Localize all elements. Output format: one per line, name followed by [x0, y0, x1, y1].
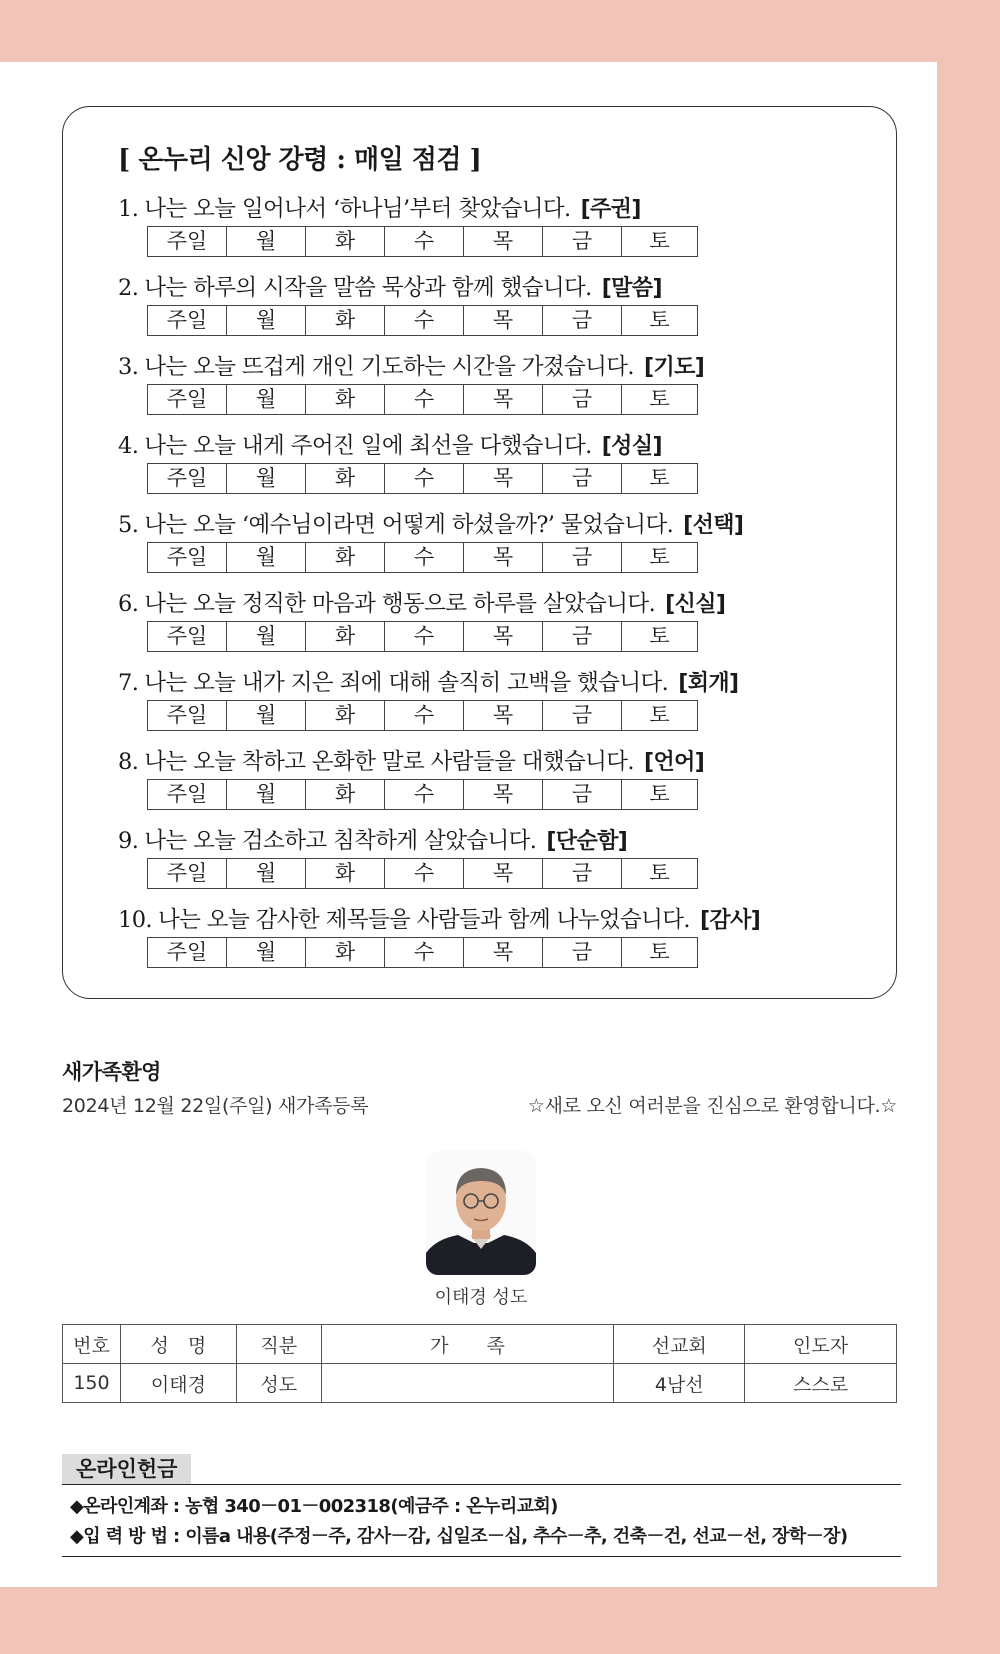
weekday-cell[interactable]: 토 — [649, 466, 670, 490]
weekday-checkbox-row — [147, 463, 698, 494]
weekday-cell[interactable]: 수 — [385, 464, 464, 493]
item-category-tag: [말씀] — [601, 276, 662, 301]
weekday-cell[interactable]: 금 — [543, 622, 622, 651]
weekday-cell[interactable]: 토 — [649, 308, 670, 332]
weekday-cell[interactable]: 주일 — [148, 385, 227, 414]
checklist-item — [118, 272, 760, 351]
table-header-cell: 번호 — [63, 1325, 121, 1364]
weekday-cell[interactable]: 목 — [464, 464, 543, 493]
table-header-cell: 직분 — [236, 1325, 321, 1364]
weekday-cell[interactable]: 목 — [464, 227, 543, 256]
weekday-cell[interactable]: 화 — [306, 385, 385, 414]
weekday-cell[interactable]: 주일 — [148, 780, 227, 809]
weekday-checkbox-row — [147, 305, 698, 336]
weekday-cell[interactable]: 금 — [543, 385, 622, 414]
item-number: 5. — [118, 512, 139, 538]
weekday-cell[interactable]: 목 — [464, 859, 543, 888]
weekday-cell[interactable]: 월 — [227, 780, 306, 809]
weekday-cell[interactable]: 월 — [227, 938, 306, 967]
weekday-checkbox-row — [147, 937, 698, 968]
weekday-cell[interactable]: 월 — [227, 622, 306, 651]
weekday-checkbox-row — [147, 858, 698, 889]
weekday-cell[interactable]: 토 — [649, 703, 670, 727]
weekday-cell[interactable]: 목 — [464, 543, 543, 572]
item-number: 8. — [118, 749, 139, 775]
table-cell: 스스로 — [745, 1364, 897, 1403]
weekday-checkbox-row — [147, 542, 698, 573]
item-category-tag: [성실] — [601, 434, 662, 459]
checklist-item — [118, 825, 760, 904]
weekday-cell[interactable]: 월 — [227, 464, 306, 493]
weekday-cell[interactable]: 화 — [306, 227, 385, 256]
item-number: 10. — [118, 907, 152, 933]
weekday-cell[interactable]: 목 — [464, 780, 543, 809]
weekday-checkbox-row — [147, 226, 698, 257]
weekday-cell[interactable]: 목 — [464, 306, 543, 335]
item-number: 4. — [118, 433, 139, 459]
weekday-cell[interactable]: 목 — [464, 385, 543, 414]
checklist-items — [118, 193, 760, 983]
weekday-cell[interactable]: 수 — [385, 780, 464, 809]
item-statement: 나는 오늘 착하고 온화한 말로 사람들을 대했습니다. — [144, 749, 634, 775]
item-number: 1. — [118, 196, 139, 222]
item-number: 2. — [118, 275, 139, 301]
item-statement: 나는 오늘 내게 주어진 일에 최선을 다했습니다. — [144, 433, 592, 459]
item-category-tag: [감사] — [699, 908, 761, 933]
offering-method-line: ◆입 력 방 법 : 이름a 내용(주정－주, 감사－감, 십일조－십, 추수－추, 건축－건, 선교－선, 장학－장) — [70, 1526, 848, 1547]
photo-caption: 이태경 성도 — [434, 1287, 528, 1308]
weekday-cell[interactable]: 수 — [385, 306, 464, 335]
table-header-cell: 성 명 — [120, 1325, 236, 1364]
item-statement: 나는 오늘 정직한 마음과 행동으로 하루를 살았습니다. — [144, 591, 656, 617]
weekday-cell[interactable]: 금 — [543, 227, 622, 256]
weekday-cell[interactable]: 주일 — [148, 543, 227, 572]
item-statement: 나는 오늘 내가 지은 죄에 대해 솔직히 고백을 했습니다. — [144, 670, 669, 696]
checklist-item-text — [118, 509, 760, 541]
weekday-cell[interactable]: 금 — [543, 306, 622, 335]
checklist-item-text — [118, 904, 760, 936]
table-cell: 4남선 — [614, 1364, 745, 1403]
weekday-cell[interactable]: 화 — [306, 780, 385, 809]
checklist-item — [118, 904, 760, 983]
checklist-item — [118, 588, 760, 667]
weekday-cell[interactable]: 목 — [464, 938, 543, 967]
table-cell — [321, 1364, 614, 1403]
weekday-cell[interactable]: 토 — [649, 387, 670, 411]
weekday-cell[interactable]: 수 — [385, 227, 464, 256]
item-number: 3. — [118, 354, 139, 380]
item-statement: 나는 오늘 감사한 제목들을 사람들과 함께 나누었습니다. — [157, 907, 690, 933]
weekday-cell[interactable]: 수 — [385, 622, 464, 651]
weekday-cell[interactable]: 주일 — [148, 859, 227, 888]
item-category-tag: [언어] — [643, 750, 705, 775]
bulletin-page — [0, 62, 937, 1587]
weekday-cell[interactable]: 금 — [543, 701, 622, 730]
checklist-item-text — [118, 351, 760, 383]
divider — [62, 1484, 901, 1485]
person-photo-icon — [426, 1151, 536, 1275]
weekday-cell[interactable]: 월 — [227, 701, 306, 730]
weekday-checkbox-row — [147, 384, 698, 415]
online-offering-label: 온라인헌금 — [62, 1454, 191, 1484]
item-category-tag: [신실] — [665, 592, 726, 617]
weekday-cell[interactable]: 수 — [385, 859, 464, 888]
weekday-cell[interactable]: 주일 — [148, 464, 227, 493]
weekday-cell[interactable]: 토 — [649, 940, 670, 964]
item-statement: 나는 오늘 일어나서 ‘하나님’부터 찾았습니다. — [144, 196, 571, 222]
checklist-item — [118, 746, 760, 825]
weekday-cell[interactable]: 토 — [649, 861, 670, 885]
checklist-item-text — [118, 588, 760, 620]
weekday-cell[interactable]: 월 — [227, 859, 306, 888]
checklist-item-text — [118, 825, 760, 857]
weekday-cell[interactable]: 수 — [385, 701, 464, 730]
item-category-tag: [회개] — [678, 671, 739, 696]
weekday-cell[interactable]: 금 — [543, 780, 622, 809]
registration-date: 2024년 12월 22일(주일) 새가족등록 — [62, 1095, 369, 1117]
weekday-cell[interactable]: 금 — [543, 543, 622, 572]
item-statement: 나는 오늘 ‘예수님이라면 어떻게 하셨을까?’ 물었습니다. — [144, 512, 674, 538]
item-category-tag: [주권] — [580, 197, 641, 222]
member-photo — [426, 1151, 536, 1275]
item-number: 6. — [118, 591, 139, 617]
offering-account-line: ◆온라인계좌 : 농협 340－01－002318(예금주 : 온누리교회) — [70, 1496, 558, 1517]
item-number: 7. — [118, 670, 139, 696]
weekday-cell[interactable]: 화 — [306, 464, 385, 493]
item-category-tag: [단순함] — [546, 829, 628, 854]
table-row — [63, 1364, 897, 1403]
weekday-checkbox-row — [147, 700, 698, 731]
item-category-tag: [기도] — [643, 355, 705, 380]
item-statement: 나는 하루의 시작을 말씀 묵상과 함께 했습니다. — [144, 275, 592, 301]
item-category-tag: [선택] — [683, 513, 744, 538]
checklist-item-text — [118, 430, 760, 462]
weekday-cell[interactable]: 토 — [649, 229, 670, 253]
item-statement: 나는 오늘 뜨겁게 개인 기도하는 시간을 가졌습니다. — [144, 354, 634, 380]
weekday-cell[interactable]: 화 — [306, 701, 385, 730]
weekday-cell[interactable]: 월 — [227, 385, 306, 414]
weekday-cell[interactable]: 수 — [385, 938, 464, 967]
weekday-cell[interactable]: 주일 — [148, 622, 227, 651]
weekday-cell[interactable]: 화 — [306, 622, 385, 651]
divider — [62, 1556, 901, 1557]
item-statement: 나는 오늘 검소하고 침착하게 살았습니다. — [144, 828, 537, 854]
daily-checklist-box — [62, 106, 897, 999]
checklist-item-text — [118, 272, 760, 304]
weekday-cell[interactable]: 토 — [649, 545, 670, 569]
table-cell: 성도 — [236, 1364, 321, 1403]
weekday-cell[interactable]: 주일 — [148, 227, 227, 256]
weekday-cell[interactable]: 월 — [227, 227, 306, 256]
weekday-cell[interactable]: 주일 — [148, 938, 227, 967]
weekday-cell[interactable]: 월 — [227, 306, 306, 335]
weekday-cell[interactable]: 화 — [306, 306, 385, 335]
checklist-item-text — [118, 746, 760, 778]
checklist-item-text — [118, 667, 760, 699]
weekday-cell[interactable]: 화 — [306, 543, 385, 572]
table-header-row — [63, 1325, 897, 1364]
welcome-heading: 새가족환영 — [62, 1060, 161, 1084]
checklist-item — [118, 430, 760, 509]
weekday-cell[interactable]: 주일 — [148, 306, 227, 335]
item-number: 9. — [118, 828, 139, 854]
weekday-cell[interactable]: 수 — [385, 385, 464, 414]
weekday-cell[interactable]: 수 — [385, 543, 464, 572]
checklist-item — [118, 351, 760, 430]
weekday-cell[interactable]: 토 — [649, 624, 670, 648]
weekday-cell[interactable]: 토 — [649, 782, 670, 806]
checklist-item — [118, 667, 760, 746]
weekday-cell[interactable]: 금 — [543, 938, 622, 967]
weekday-cell[interactable]: 금 — [543, 859, 622, 888]
weekday-cell[interactable]: 월 — [227, 543, 306, 572]
table-cell: 이태경 — [120, 1364, 236, 1403]
weekday-cell[interactable]: 화 — [306, 859, 385, 888]
checklist-item — [118, 509, 760, 588]
checklist-item-text — [118, 193, 760, 225]
weekday-cell[interactable]: 금 — [543, 464, 622, 493]
weekday-cell[interactable]: 목 — [464, 701, 543, 730]
welcome-message: ☆새로 오신 여러분을 진심으로 환영합니다.☆ — [527, 1095, 897, 1117]
table-header-cell: 인도자 — [745, 1325, 897, 1364]
new-member-table — [62, 1324, 897, 1403]
weekday-checkbox-row — [147, 779, 698, 810]
table-header-cell: 가 족 — [321, 1325, 614, 1364]
weekday-cell[interactable]: 화 — [306, 938, 385, 967]
table-header-cell: 선교회 — [614, 1325, 745, 1364]
checklist-item — [118, 193, 760, 272]
weekday-cell[interactable]: 주일 — [148, 701, 227, 730]
weekday-cell[interactable]: 목 — [464, 622, 543, 651]
table-cell: 150 — [63, 1364, 121, 1403]
checklist-title: [ 온누리 신앙 강령 : 매일 점검 ] — [118, 145, 482, 175]
weekday-checkbox-row — [147, 621, 698, 652]
